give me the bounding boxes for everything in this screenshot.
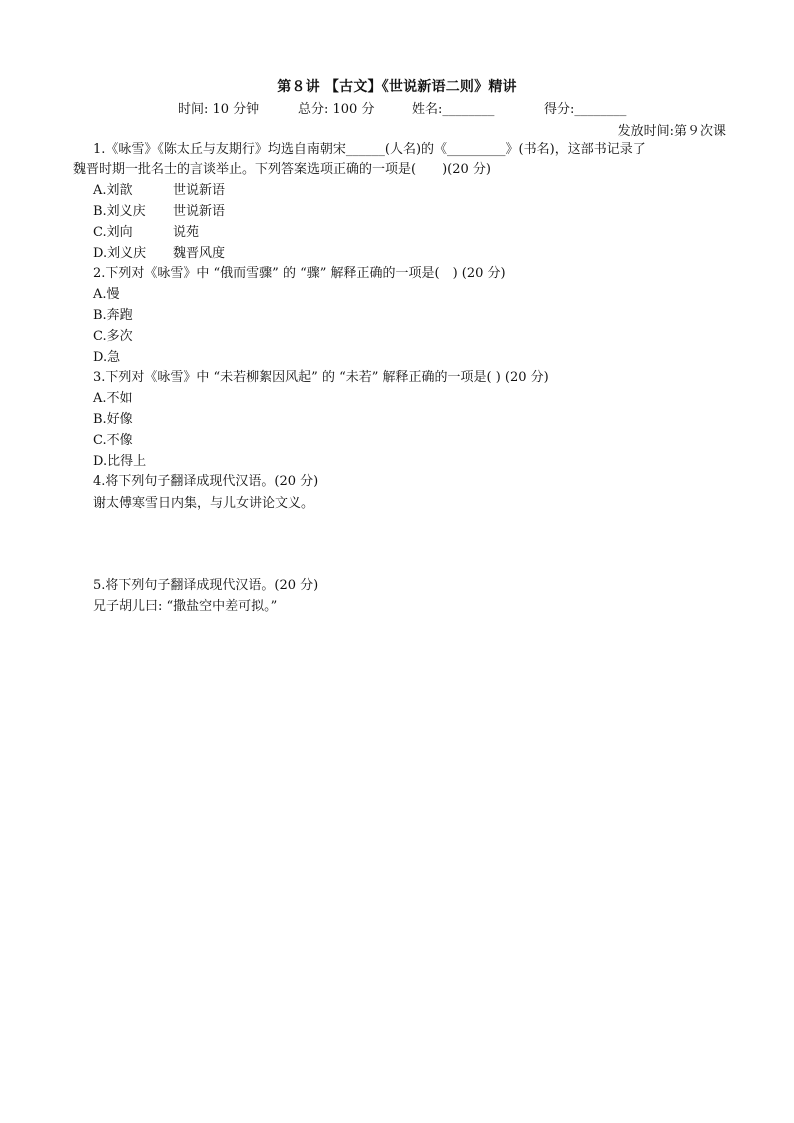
q1-option-d-key: D.刘义庆 <box>93 246 147 261</box>
q3-option-a: A.不如 <box>93 391 133 406</box>
q2-option-b: B.奔跑 <box>93 308 133 323</box>
q1-option-a-value: 世说新语 <box>173 183 226 198</box>
q3-option-c: C.不像 <box>93 433 133 448</box>
q3-option-b: B.好像 <box>93 412 133 427</box>
q1-option-d <box>93 244 225 264</box>
q5-stem: 5.将下列句子翻译成现代汉语。(20 分) <box>93 578 319 593</box>
q1-option-c-key: C.刘向 <box>93 225 133 240</box>
q1-option-b-key: B.刘义庆 <box>93 204 146 219</box>
total-score: 总分: 100 分 <box>298 102 375 117</box>
q1-option-b <box>93 202 225 222</box>
q5-sentence: 兄子胡儿曰: “撒盐空中差可拟。” <box>93 599 278 614</box>
page-title: 第８讲 【古文】《世说新语二则》精讲 <box>277 79 517 95</box>
time-limit: 时间: 10 分钟 <box>178 102 260 117</box>
q1-option-c <box>93 223 199 243</box>
q2-option-a: A.慢 <box>93 287 120 302</box>
q1-stem-line1: 1.《咏雪》《陈太丘与友期行》均选自南朝宋______(人名)的《_________》(书名)，这部书记录了 <box>93 142 646 157</box>
issue-time: 发放时间:第９次课 <box>617 124 726 139</box>
q3-stem: 3.下列对《咏雪》中 “未若柳絮因风起” 的 “未若” 解释正确的一项是( ) (20 分) <box>93 370 549 385</box>
q2-option-d: D.急 <box>93 350 121 365</box>
q1-option-b-value: 世说新语 <box>173 204 226 219</box>
q1-stem-line2: 魏晋时期一批名士的言谈举止。下列答案选项正确的一项是( )(20 分) <box>73 162 491 177</box>
q1-option-a <box>93 181 225 201</box>
name-field: 姓名:________ <box>412 102 495 117</box>
q1-option-d-value: 魏晋风度 <box>173 246 226 261</box>
q4-stem: 4.将下列句子翻译成现代汉语。(20 分) <box>93 474 319 489</box>
q2-stem: 2.下列对《咏雪》中 “俄而雪骤” 的 “骤” 解释正确的一项是( ) (20 分) <box>93 266 506 281</box>
q1-option-c-value: 说苑 <box>173 225 200 240</box>
q2-option-c: C.多次 <box>93 329 133 344</box>
score-field: 得分:________ <box>544 102 627 117</box>
q3-option-d: D.比得上 <box>93 454 147 469</box>
q4-sentence: 谢太傅寒雪日内集，与儿女讲论文义。 <box>93 496 315 511</box>
q1-option-a-key: A.刘歆 <box>93 183 133 198</box>
